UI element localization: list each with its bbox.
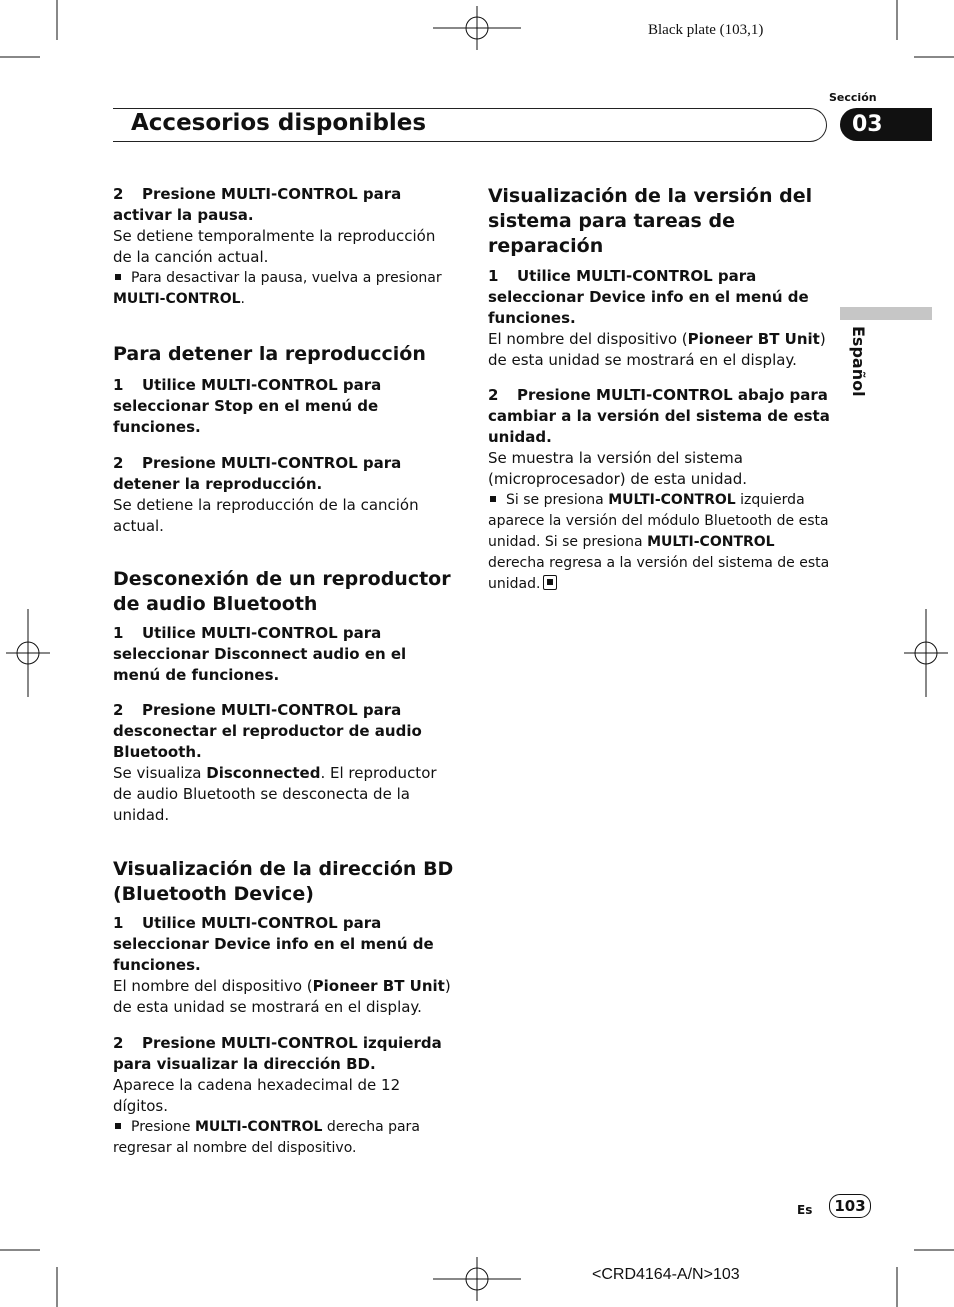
plate-label: Black plate (103,1) [648, 22, 764, 38]
disconnect-step-1: 1 Utilice MULTI-CONTROL para seleccionar Disconnect audio en el menú de funciones. [113, 624, 407, 684]
registration-mark-bottom [433, 1257, 521, 1301]
registration-mark-right [904, 609, 948, 697]
registration-mark-left [6, 609, 50, 697]
disconnect-step-2: 2 Presione MULTI-CONTROL para desconectar el reproductor de audio Bluetooth. [113, 701, 422, 761]
heading-disconnect: Desconexión de un reproductor de audio Bluetooth [113, 568, 451, 615]
language-tab-bar [840, 307, 932, 320]
heading-system-version: Visualización de la versión del sistema para tareas de reparación [488, 185, 813, 257]
bullet-icon [490, 496, 496, 502]
language-code: Es [797, 1203, 813, 1217]
pause-step-2: 2 Presione MULTI-CONTROL para activar la pausa. [113, 185, 402, 224]
stop-description: Se detiene la reproducción de la canción actual. [113, 496, 419, 535]
document-code: <CRD4164-A/N>103 [592, 1266, 740, 1283]
page-number: 103 [829, 1194, 871, 1218]
bd-description-2: Aparece la cadena hexadecimal de 12 dígitos. [113, 1076, 401, 1115]
bd-step-1: 1 Utilice MULTI-CONTROL para seleccionar Device info en el menú de funciones. [113, 914, 434, 974]
right-column [488, 184, 833, 595]
language-label: Español [849, 326, 868, 397]
bullet-icon [115, 1123, 121, 1129]
version-note: Si se presiona MULTI-CONTROL izquierda aparece la versión del módulo Bluetooth de esta unidad. Si se presiona MULTI-CONTROL derecha regresa a la versión del sistema de esta unidad. [488, 492, 830, 592]
end-of-section-icon [543, 575, 557, 590]
pause-note: Para desactivar la pausa, vuelva a presionar MULTI-CONTROL. [113, 270, 442, 307]
heading-stop: Para detener la reproducción [113, 343, 426, 365]
left-column [113, 184, 457, 1159]
disconnect-description: Se visualiza Disconnected. El reproductor de audio Bluetooth se desconecta de la unidad. [113, 764, 437, 824]
section-number-badge: 03 [840, 108, 932, 141]
bd-note: Presione MULTI-CONTROL derecha para regresar al nombre del dispositivo. [113, 1119, 420, 1156]
version-step-1: 1 Utilice MULTI-CONTROL para seleccionar Device info en el menú de funciones. [488, 267, 809, 327]
section-label: Sección [829, 91, 877, 104]
pause-description: Se detiene temporalmente la reproducción de la canción actual. [113, 227, 436, 266]
heading-bd-address: Visualización de la dirección BD (Bluetooth Device) [113, 858, 454, 905]
bd-step-2: 2 Presione MULTI-CONTROL izquierda para visualizar la dirección BD. [113, 1034, 442, 1073]
bullet-icon [115, 274, 121, 280]
page-title: Accesorios disponibles [131, 110, 427, 136]
registration-mark-top [433, 6, 521, 50]
version-description-2: Se muestra la versión del sistema (microprocesador) de esta unidad. [488, 449, 747, 488]
stop-step-2: 2 Presione MULTI-CONTROL para detener la reproducción. [113, 454, 402, 493]
stop-step-1: 1 Utilice MULTI-CONTROL para seleccionar Stop en el menú de funciones. [113, 376, 382, 436]
version-step-2: 2 Presione MULTI-CONTROL abajo para cambiar a la versión del sistema de esta unidad. [488, 386, 830, 446]
version-description-1: El nombre del dispositivo (Pioneer BT Unit) de esta unidad se mostrará en el display. [488, 330, 826, 369]
bd-description-1: El nombre del dispositivo (Pioneer BT Unit) de esta unidad se mostrará en el display. [113, 977, 451, 1016]
